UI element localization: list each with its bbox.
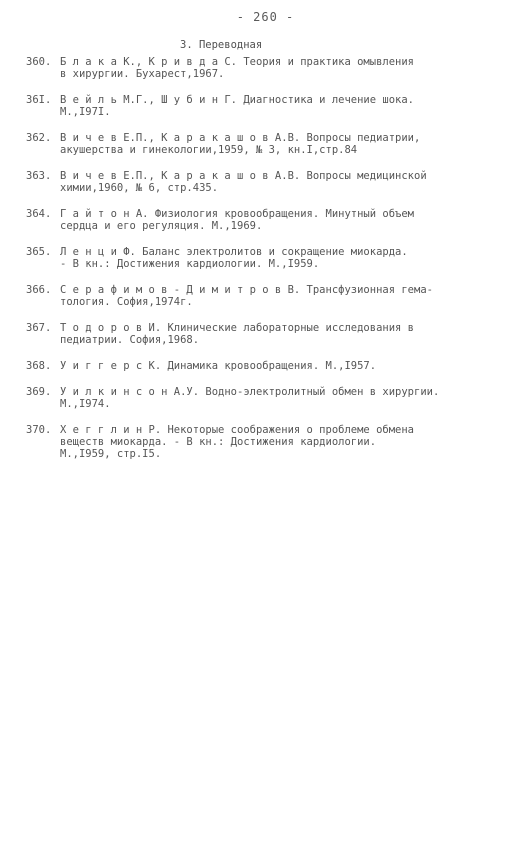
entry-number: 367. bbox=[26, 322, 52, 334]
section-heading: 3. Переводная bbox=[180, 39, 263, 51]
entry-number: 362. bbox=[26, 132, 52, 144]
entry-text: Х е г г л и н Р. Некоторые соображения о проблеме обмена веществ миокарда. - В кн.: Достижения кардиологии. М.,I959, стр.I5. bbox=[60, 424, 415, 460]
entry-text: Б л а к а К., К р и в д а С. Теория и практика омывления в хирургии. Бухарест,1967. bbox=[60, 56, 415, 80]
bibliography-entry bbox=[26, 424, 516, 460]
bibliography-entry bbox=[26, 56, 516, 80]
entry-number: 364. bbox=[26, 208, 52, 220]
entry-text: С е р а ф и м о в - Д и м и т р о в В. Трансфузионная гема- тология. София,1974г. bbox=[60, 284, 433, 308]
bibliography-entry bbox=[26, 94, 516, 118]
entry-text: У и г г е р с К. Динамика кровообращения. М.,I957. bbox=[60, 360, 377, 372]
entry-number: 360. bbox=[26, 56, 52, 68]
entry-number: 366. bbox=[26, 284, 52, 296]
bibliography-entry bbox=[26, 132, 516, 156]
entry-text: У и л к и н с о н А.У. Водно-электролитный обмен в хирургии. М.,I974. bbox=[60, 386, 440, 410]
bibliography-entry bbox=[26, 360, 516, 372]
entry-number: 368. bbox=[26, 360, 52, 372]
bibliography-entry bbox=[26, 284, 516, 308]
bibliography-entry bbox=[26, 170, 516, 194]
entry-number: 36I. bbox=[26, 94, 52, 106]
bibliography-entry bbox=[26, 322, 516, 346]
bibliography-list bbox=[26, 56, 516, 474]
bibliography-entry bbox=[26, 386, 516, 410]
entry-text: В и ч е в Е.П., К а р а к а ш о в А.В. Вопросы медицинской химии,1960, № 6, стр.435. bbox=[60, 170, 427, 194]
entry-number: 365. bbox=[26, 246, 52, 258]
bibliography-entry bbox=[26, 208, 516, 232]
entry-text: Т о д о р о в И. Клинические лабораторные исследования в педиатрии. София,1968. bbox=[60, 322, 415, 346]
entry-number: 363. bbox=[26, 170, 52, 182]
entry-text: Л е н ц и Ф. Баланс электролитов и сокращение миокарда. - В кн.: Достижения кардиологии. М.,I959. bbox=[60, 246, 408, 270]
entry-number: 370. bbox=[26, 424, 52, 436]
entry-text: В е й л ь М.Г., Ш у б и н Г. Диагностика и лечение шока. М.,I97I. bbox=[60, 94, 415, 118]
entry-text: Г а й т о н А. Физиология кровообращения. Минутный объем сердца и его регуляция. М.,1969. bbox=[60, 208, 415, 232]
entry-number: 369. bbox=[26, 386, 52, 398]
page-number: - 260 - bbox=[236, 10, 295, 24]
bibliography-entry bbox=[26, 246, 516, 270]
entry-text: В и ч е в Е.П., К а р а к а ш о в А.В. Вопросы педиатрии, акушерства и гинекологии,1959, № 3, кн.I,стр.84 bbox=[60, 132, 421, 156]
